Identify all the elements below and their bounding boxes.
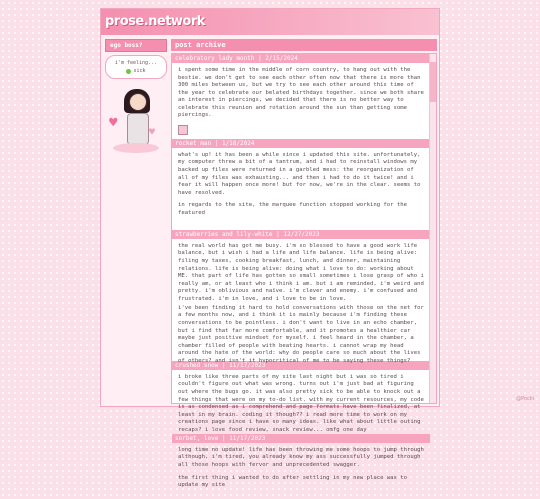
main-content [171,35,437,489]
status-value: sick [133,68,146,74]
post [172,139,430,230]
post-paragraph: the real world has got me busy. i'm so blessed to have a good work life balance, but i wish i had a life and life balance. life is being alive: filing my taxes, cooking breakfast, lunch, and dinner, maintaining relations. life is being alive: doing what i love to do: working about ME. that part of life has gotten so small sometimes i lose grasp of who i really am, or at least who i think i am. but i am reminded, i'm weird and pretty. i'm oblivious and naïve. i'm clever and enemy. i'm confused and frustrated. i'm in love, and i love to be in love. [178,242,424,302]
site-banner [101,9,439,35]
status-line: i'm feeling... [114,60,158,66]
archive-scrollbar[interactable] [429,54,436,403]
heart-icon: ♥ [149,127,156,138]
archive-heading: post archive [171,39,437,51]
status-box [105,55,167,79]
post-header[interactable]: rocket man | 1/18/2024 [172,139,430,148]
post-paragraph: i've been finding it hard to hold conversations with those on the net for a few months now, and i think it is mainly because i'm finding these conversations to be pointless. i don't want to live in an echo chamber, but i find that far more comfortable, and it promotes a healthier car maybe just positive mindset for myself. i feel heard in the chamber, a chamber filled of people with beating hearts. i cannot wrap my head around the hate of the world: why do people care so much about the lives of others? and isn't it hypocritical of me to be saying these things? [178,304,424,364]
post-body [172,443,430,499]
post [172,301,430,364]
post-body [172,148,430,230]
avatar-base [113,143,159,153]
post [172,230,430,301]
post-body [172,63,430,139]
post-paragraph: long time no update! life has been throwing me some hoops to jump through although, i'm tired, you already know my ass successfully jumped through all those hoops with fervor and unprecedented swagger. [178,446,424,468]
status-value-row [108,68,164,74]
avatar [105,87,167,159]
sidebar-heading: ego boss? [105,39,167,52]
post-paragraph: the first thing i wanted to do after settling in my new place was to update my site [178,474,408,489]
watermark: @Pocki [516,396,534,402]
post-paragraph: in regards to the site, the marquee function stopped working for the featured [178,202,408,216]
post-archive[interactable] [171,53,437,489]
site-logo[interactable]: prose.network [105,14,205,29]
post [172,361,430,434]
post-body [172,239,430,301]
post [172,54,430,139]
status-dot-icon [126,69,131,74]
avatar-head [129,93,147,111]
post-header[interactable]: sorbet, love | 11/17/2023 [172,434,430,443]
sticker-icon [178,125,188,135]
post-header[interactable]: celebratory lady month | 2/15/2024 [172,54,430,63]
post-body [172,370,430,434]
post [172,434,430,499]
post-paragraph: what's up! it has been a while since i updated this site. unfortunately, my computer threw a bit of a tantrum, and i had to reinstall windows my backed up files were returned in a garbled mess: the reorganization of all of my files was exhausting... and then i had to do it twice! and i fear it will happen once more! but for now, we're in the clear. seems to have resolved. [178,151,421,196]
post-header[interactable]: strawberries and lily-white | 12/27/2023 [172,230,430,239]
post-body [172,301,430,364]
post-paragraph: i spent some time in the middle of corn country, to hang out with the bestie. we don't get to see each other often now that there is more than 300 miles between us, but we try to see each other around this time of the year to celebrate our belated birthdays together. since we both share an interest in piercings, we decided that there is no better way to celebrate this reunion and rotation around the sun than getting some piercings. [178,67,424,119]
post-paragraph: i broke like three parts of my site last night but i was so tired i couldn't figure out what was wrong. turns out i'm just bad at figuring out where the bugs go. it was also pretty sick to be able to knock out a few things that were on my to-do list. with my current resources, my code is as condensed as i comprehend and page formats have been finalized, at least in my brain. coding it though?? i read more time to work on my creations page since i have so many ideas. like what about little outing recaps? i love food review, snack review... omfg one day [178,373,424,433]
post-header[interactable]: crushed snow | 11/17/2023 [172,361,430,370]
scroll-thumb[interactable] [430,62,436,102]
sidebar [105,39,167,159]
avatar-body [127,113,149,145]
site-frame [100,8,440,489]
heart-icon: ♥ [109,115,118,131]
